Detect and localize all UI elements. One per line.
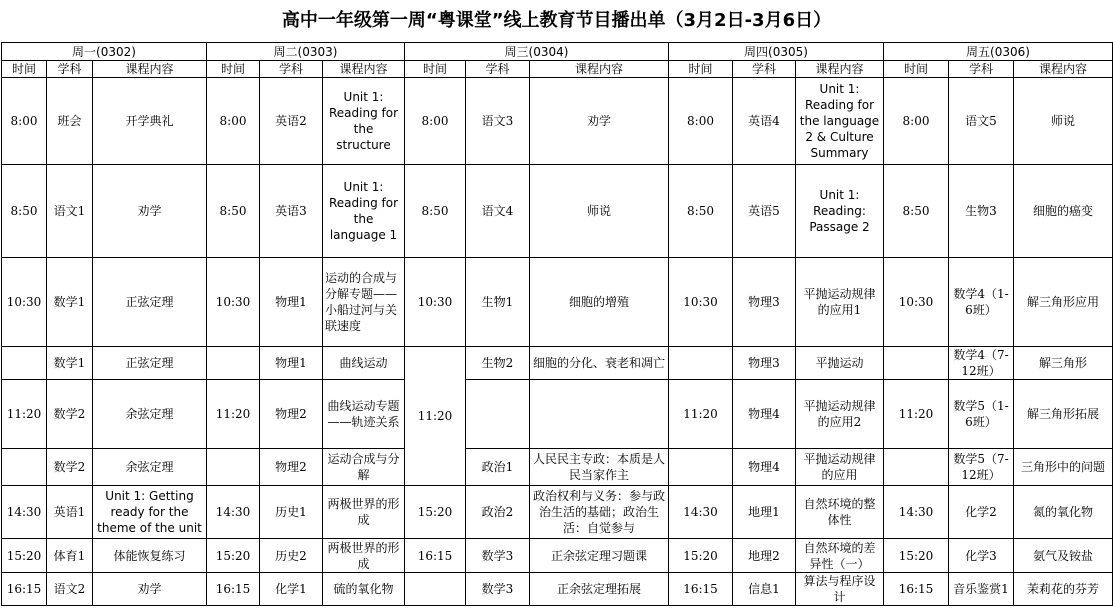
- day-header-fri: 周五(0306): [884, 43, 1113, 61]
- subject-cell: 物理4: [733, 380, 796, 449]
- col-subject: 学科: [260, 61, 323, 78]
- content-cell: 细胞的分化、衰老和凋亡: [530, 347, 669, 380]
- time-cell: 11:20: [669, 380, 733, 449]
- subject-cell: 物理4: [733, 449, 796, 486]
- col-subject: 学科: [949, 61, 1014, 78]
- subject-cell: [466, 380, 530, 449]
- time-cell: 10:30: [669, 258, 733, 347]
- subject-cell: 音乐鉴赏1: [949, 573, 1014, 606]
- subject-cell: 物理2: [260, 380, 323, 449]
- subject-cell: 班会: [47, 78, 93, 165]
- time-cell: 14:30: [669, 486, 733, 539]
- subject-cell: 生物3: [949, 165, 1014, 258]
- content-cell: Unit 1: Reading: Passage 2: [796, 165, 884, 258]
- content-cell: 运动合成与分解: [323, 449, 405, 486]
- day-header-mon: 周一(0302): [2, 43, 207, 61]
- time-cell: 16:15: [669, 573, 733, 606]
- subject-cell: 数学3: [466, 573, 530, 606]
- day-header-thu: 周四(0305): [669, 43, 884, 61]
- subject-cell: 物理1: [260, 347, 323, 380]
- subject-cell: 英语2: [260, 78, 323, 165]
- content-cell: 人民民主专政：本质是人民当家作主: [530, 449, 669, 486]
- content-cell: 氨气及铵盐: [1014, 539, 1113, 573]
- time-cell: 16:15: [884, 573, 949, 606]
- col-subject: 学科: [466, 61, 530, 78]
- subject-cell: 数学5（7-12班）: [949, 449, 1014, 486]
- content-cell: 三角形中的问题: [1014, 449, 1113, 486]
- time-cell: 10:30: [884, 258, 949, 347]
- time-cell: 15:20: [669, 539, 733, 573]
- time-cell: 16:15: [207, 573, 260, 606]
- content-cell: 余弦定理: [93, 449, 207, 486]
- subject-cell: 物理1: [260, 258, 323, 347]
- subject-cell: 物理3: [733, 258, 796, 347]
- time-cell: [405, 573, 466, 606]
- time-cell: 15:20: [884, 539, 949, 573]
- schedule-table: [1, 42, 1113, 606]
- table-row: [2, 486, 1113, 539]
- subject-cell: 数学4（7-12班）: [949, 347, 1014, 380]
- subject-cell: 数学1: [47, 258, 93, 347]
- time-cell: 14:30: [2, 486, 47, 539]
- col-content: 课程内容: [93, 61, 207, 78]
- content-cell: 硫的氧化物: [323, 573, 405, 606]
- subject-cell: 政治1: [466, 449, 530, 486]
- time-cell: 15:20: [405, 486, 466, 539]
- table-row: [2, 380, 1113, 449]
- time-cell: 8:00: [669, 78, 733, 165]
- subject-cell: 化学1: [260, 573, 323, 606]
- content-cell: 解三角形拓展: [1014, 380, 1113, 449]
- time-cell: 10:30: [2, 258, 47, 347]
- time-cell: [884, 347, 949, 380]
- content-cell: 平抛运动规律的应用1: [796, 258, 884, 347]
- content-cell: 细胞的癌变: [1014, 165, 1113, 258]
- time-cell: [884, 449, 949, 486]
- content-cell: 师说: [530, 165, 669, 258]
- subject-cell: 信息1: [733, 573, 796, 606]
- day-header-tue: 周二(0303): [207, 43, 405, 61]
- col-content: 课程内容: [796, 61, 884, 78]
- content-cell: 自然环境的整体性: [796, 486, 884, 539]
- time-cell: [207, 449, 260, 486]
- column-header-row: [2, 61, 1113, 78]
- subject-cell: 地理2: [733, 539, 796, 573]
- col-subject: 学科: [47, 61, 93, 78]
- subject-cell: 语文2: [47, 573, 93, 606]
- page-title: 高中一年级第一周“粤课堂”线上教育节目播出单（3月2日-3月6日）: [281, 10, 832, 31]
- content-cell: Unit 1: Getting ready for the theme of the unit: [93, 486, 207, 539]
- content-cell: 劝学: [93, 165, 207, 258]
- table-row: [2, 258, 1113, 347]
- time-cell: 8:00: [2, 78, 47, 165]
- subject-cell: 生物1: [466, 258, 530, 347]
- content-cell: 算法与程序设计: [796, 573, 884, 606]
- time-cell: 16:15: [405, 539, 466, 573]
- subject-cell: 生物2: [466, 347, 530, 380]
- subject-cell: 数学2: [47, 449, 93, 486]
- time-cell: 14:30: [207, 486, 260, 539]
- content-cell: 解三角形: [1014, 347, 1113, 380]
- col-time: 时间: [405, 61, 466, 78]
- content-cell: 细胞的增殖: [530, 258, 669, 347]
- subject-cell: 数学3: [466, 539, 530, 573]
- subject-cell: 体育1: [47, 539, 93, 573]
- time-cell: 8:00: [884, 78, 949, 165]
- content-cell: 曲线运动: [323, 347, 405, 380]
- subject-cell: 物理2: [260, 449, 323, 486]
- content-cell: 政治权利与义务：参与政治生活的基础；政治生活：自觉参与: [530, 486, 669, 539]
- table-row: [2, 449, 1113, 486]
- table-row: [2, 573, 1113, 606]
- subject-cell: 化学2: [949, 486, 1014, 539]
- content-cell: Unit 1: Reading for the structure: [323, 78, 405, 165]
- time-cell: 8:50: [884, 165, 949, 258]
- subject-cell: 数学1: [47, 347, 93, 380]
- subject-cell: 数学5（1-6班）: [949, 380, 1014, 449]
- subject-cell: 语文5: [949, 78, 1014, 165]
- subject-cell: 英语5: [733, 165, 796, 258]
- subject-cell: 英语1: [47, 486, 93, 539]
- time-cell: 8:00: [207, 78, 260, 165]
- content-cell: 解三角形应用: [1014, 258, 1113, 347]
- time-cell: [2, 449, 47, 486]
- time-cell: 11:20: [884, 380, 949, 449]
- day-header-wed: 周三(0304): [405, 43, 669, 61]
- content-cell: 开学典礼: [93, 78, 207, 165]
- subject-cell: 历史1: [260, 486, 323, 539]
- time-cell: [2, 347, 47, 380]
- subject-cell: 历史2: [260, 539, 323, 573]
- time-cell: 10:30: [405, 258, 466, 347]
- content-cell: 正弦定理: [93, 347, 207, 380]
- content-cell: 两极世界的形成: [323, 486, 405, 539]
- time-cell: 10:30: [207, 258, 260, 347]
- col-subject: 学科: [733, 61, 796, 78]
- table-row: [2, 539, 1113, 573]
- content-cell: Unit 1: Reading for the language 2 & Culture Summary: [796, 78, 884, 165]
- content-cell: 自然环境的差异性（一）: [796, 539, 884, 573]
- time-cell: 15:20: [207, 539, 260, 573]
- content-cell: 体能恢复练习: [93, 539, 207, 573]
- content-cell: 氮的氧化物: [1014, 486, 1113, 539]
- day-header-row: [2, 43, 1113, 61]
- table-row: [2, 78, 1113, 165]
- time-cell: 8:50: [669, 165, 733, 258]
- subject-cell: 数学2: [47, 380, 93, 449]
- table-row: [2, 165, 1113, 258]
- time-cell: 8:00: [405, 78, 466, 165]
- content-cell: Unit 1: Reading for the language 1: [323, 165, 405, 258]
- time-cell: [207, 347, 260, 380]
- content-cell: 劝学: [93, 573, 207, 606]
- col-content: 课程内容: [530, 61, 669, 78]
- subject-cell: 英语3: [260, 165, 323, 258]
- subject-cell: 语文3: [466, 78, 530, 165]
- subject-cell: 地理1: [733, 486, 796, 539]
- table-row: [2, 347, 1113, 380]
- time-cell: 8:50: [207, 165, 260, 258]
- time-cell: 15:20: [2, 539, 47, 573]
- time-cell: 11:20: [405, 347, 466, 486]
- time-cell: 8:50: [2, 165, 47, 258]
- content-cell: 师说: [1014, 78, 1113, 165]
- content-cell: 正弦定理: [93, 258, 207, 347]
- time-cell: 14:30: [884, 486, 949, 539]
- col-time: 时间: [2, 61, 47, 78]
- content-cell: 余弦定理: [93, 380, 207, 449]
- col-content: 课程内容: [323, 61, 405, 78]
- col-time: 时间: [669, 61, 733, 78]
- col-time: 时间: [207, 61, 260, 78]
- subject-cell: 语文4: [466, 165, 530, 258]
- time-cell: 8:50: [405, 165, 466, 258]
- col-content: 课程内容: [1014, 61, 1113, 78]
- time-cell: 11:20: [207, 380, 260, 449]
- content-cell: 两极世界的形成: [323, 539, 405, 573]
- content-cell: 劝学: [530, 78, 669, 165]
- content-cell: [530, 380, 669, 449]
- content-cell: 平抛运动: [796, 347, 884, 380]
- time-cell: [669, 347, 733, 380]
- subject-cell: 英语4: [733, 78, 796, 165]
- content-cell: 运动的合成与分解专题——小船过河与关联速度: [323, 258, 405, 347]
- subject-cell: 化学3: [949, 539, 1014, 573]
- content-cell: 平抛运动规律的应用: [796, 449, 884, 486]
- subject-cell: 政治2: [466, 486, 530, 539]
- subject-cell: 语文1: [47, 165, 93, 258]
- time-cell: 16:15: [2, 573, 47, 606]
- content-cell: 平抛运动规律的应用2: [796, 380, 884, 449]
- content-cell: 茉莉花的芬芳: [1014, 573, 1113, 606]
- time-cell: [669, 449, 733, 486]
- content-cell: 正余弦定理习题课: [530, 539, 669, 573]
- col-time: 时间: [884, 61, 949, 78]
- subject-cell: 数学4（1-6班）: [949, 258, 1014, 347]
- time-cell: 11:20: [2, 380, 47, 449]
- subject-cell: 物理3: [733, 347, 796, 380]
- content-cell: 正余弦定理拓展: [530, 573, 669, 606]
- content-cell: 曲线运动专题——轨迹关系: [323, 380, 405, 449]
